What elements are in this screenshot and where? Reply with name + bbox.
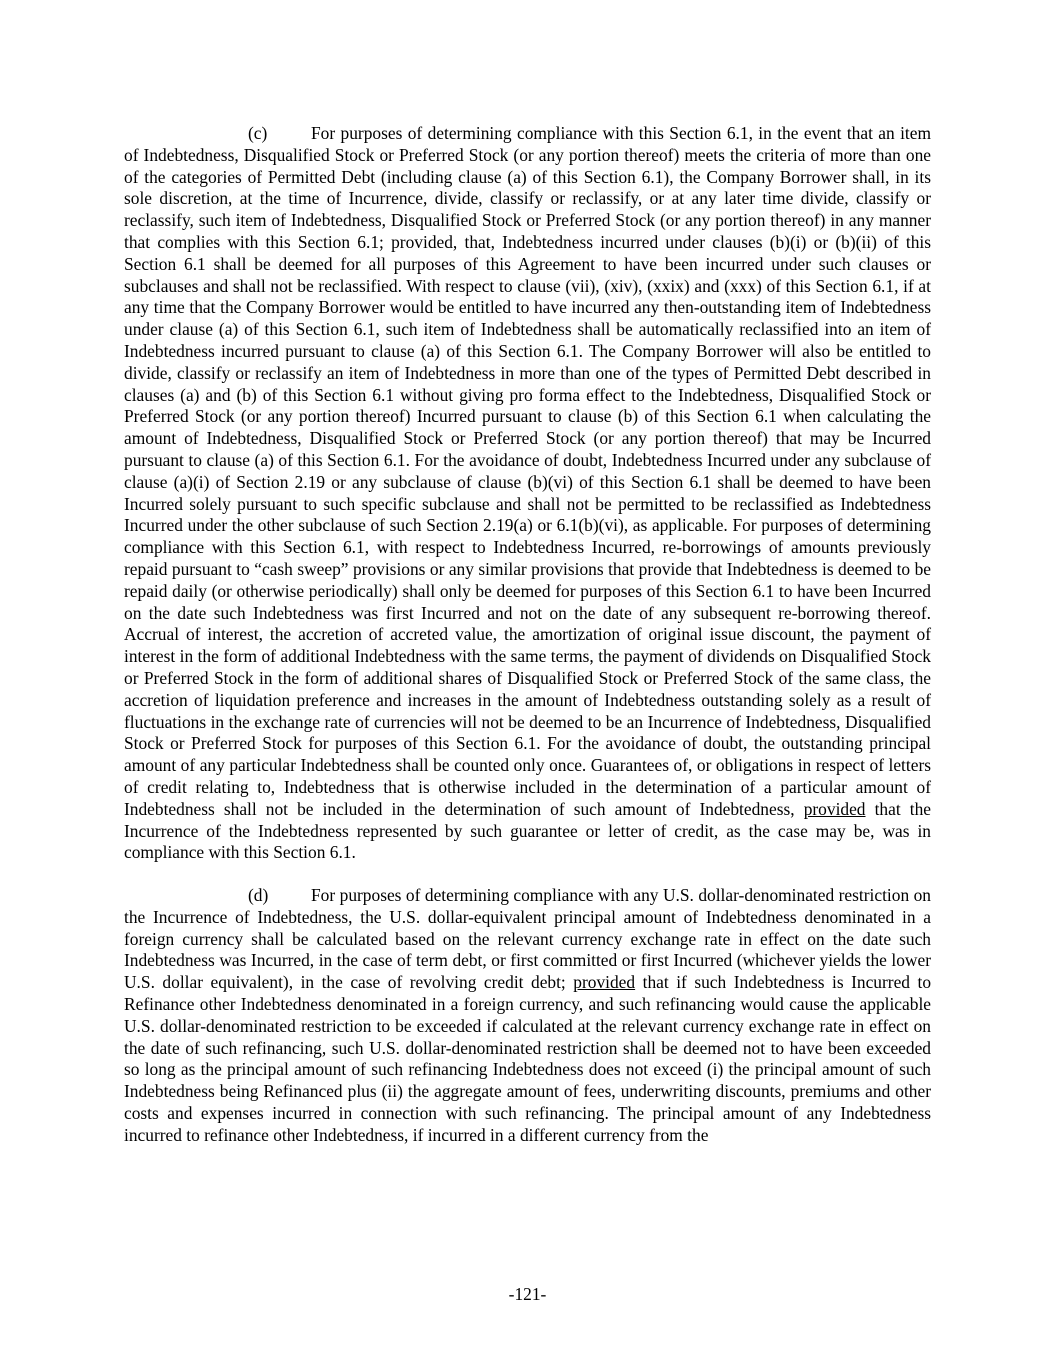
underlined-term-provided: provided (803, 798, 866, 819)
document-body (124, 123, 931, 1147)
paragraph-text: For purposes of determining compliance with this Section 6.1, in the event that an item of Indebtedness, Disqualified Stock or Preferred Stock (or any portion thereof) meets the criteria of more than one of the categories of Permitted Debt (including clause (a) of this Section 6.1), the Company Borrower shall, in its sole discretion, at the time of Incurrence, divide, classify or reclassify, or at any later time divide, classify or reclassify, such item of Indebtedness, Disqualified Stock or Preferred Stock (or any portion thereof) in any manner that complies with this Section 6.1; provided, that, Indebtedness incurred under clauses (b)(i) or (b)(ii) of this Section 6.1 shall be deemed for all purposes of this Agreement to have been incurred under such clauses or subclauses and shall not be reclassified. With respect to clause (vii), (xiv), (xxix) and (xxx) of this Section 6.1, if at any time that the Company Borrower would be entitled to have incurred any then-outstanding item of Indebtedness under clause (a) of this Section 6.1, such item of Indebtedness shall be automatically reclassified into an item of Indebtedness incurred pursuant to clause (a) of this Section 6.1. The Company Borrower will also be entitled to divide, classify or reclassify an item of Indebtedness in more than one of the types of Permitted Debt described in clauses (a) and (b) of this Section 6.1 without giving pro forma effect to the Indebtedness, Disqualified Stock or Preferred Stock (or any portion thereof) Incurred pursuant to clause (b) of this Section 6.1 when calculating the amount of Indebtedness, Disqualified Stock or Preferred Stock (or any portion thereof) that may be Incurred pursuant to clause (a) of this Section 6.1. For the avoidance of doubt, Indebtedness Incurred under any subclause of clause (a)(i) of Section 2.19 or any subclause of clause (b)(vi) of this Section 6.1 shall be deemed to have been Incurred solely pursuant to such specific subclause and shall not be permitted to be reclassified as Indebtedness Incurred under the other subclause of such Section 2.19(a) or 6.1(b)(vi), as applicable. For purposes of determining compliance with this Section 6.1, with respect to Indebtedness Incurred, re-borrowings of amounts previously repaid pursuant to “cash sweep” provisions or any similar provisions that provide that Indebtedness is deemed to be repaid daily (or otherwise periodically) shall only be deemed for purposes of this Section 6.1 to have been Incurred on the date such Indebtedness was first Incurred and not on the date of any subsequent re-borrowing thereof. Accrual of interest, the accretion of accreted value, the amortization of original issue discount, the payment of interest in the form of additional Indebtedness with the same terms, the payment of dividends on Disqualified Stock or Preferred Stock in the form of additional shares of Disqualified Stock or Preferred Stock of the same class, the accretion of liquidation preference and increases in the amount of Indebtedness outstanding solely as a result of fluctuations in the exchange rate of currencies will not be deemed to be an Incurrence of Indebtedness, Disqualified Stock or Preferred Stock for purposes of this Section 6.1. For the avoidance of doubt, the outstanding principal amount of any particular Indebtedness shall be counted only once. Guarantees of, or obligations in respect of letters of credit relating to, Indebtedness that is otherwise included in the determination of a particular amount of Indebtedness shall not be included in the determination of such amount of Indebtedness, (124, 123, 931, 819)
paragraph-text: that the Incurrence of the Indebtedness represented by such guarantee or letter of credit, as the case may be, was in compliance with this Section 6.1. (124, 798, 931, 863)
paragraph-c (124, 123, 931, 864)
paragraph-d (124, 885, 931, 1147)
paragraph-label: (d) (248, 885, 269, 906)
underlined-term-provided: provided (573, 972, 636, 993)
paragraph-label: (c) (248, 123, 268, 143)
paragraph-text: that if such Indebtedness is Incurred to Refinance other Indebtedness denominated in a foreign currency, and such refinancing would cause the applicable U.S. dollar-denominated restriction to be exceeded if calculated at the relevant currency exchange rate in effect on the date of such refinancing, such U.S. dollar-denominated restriction shall be deemed not to have been exceeded so long as the principal amount of such refinancing Indebtedness does not exceed (i) the principal amount of such Indebtedness being Refinanced plus (ii) the aggregate amount of fees, underwriting discounts, premiums and other costs and expenses incurred in connection with such refinancing. The principal amount of any Indebtedness incurred to refinance other Indebtedness, if incurred in a different currency from the (124, 972, 932, 1145)
paragraph-text: For purposes of determining compliance with any U.S. dollar-denominated restriction on the Incurrence of Indebtedness, the U.S. dollar-equivalent principal amount of Indebtedness denominated in a foreign currency shall be calculated based on the relevant currency exchange rate in effect on the date such Indebtedness was Incurred, in the case of term debt, or first committed or first Incurred (whichever yields the lower U.S. dollar equivalent), in the case of revolving credit debt; (124, 885, 931, 993)
page-number: -121- (508, 1284, 547, 1304)
